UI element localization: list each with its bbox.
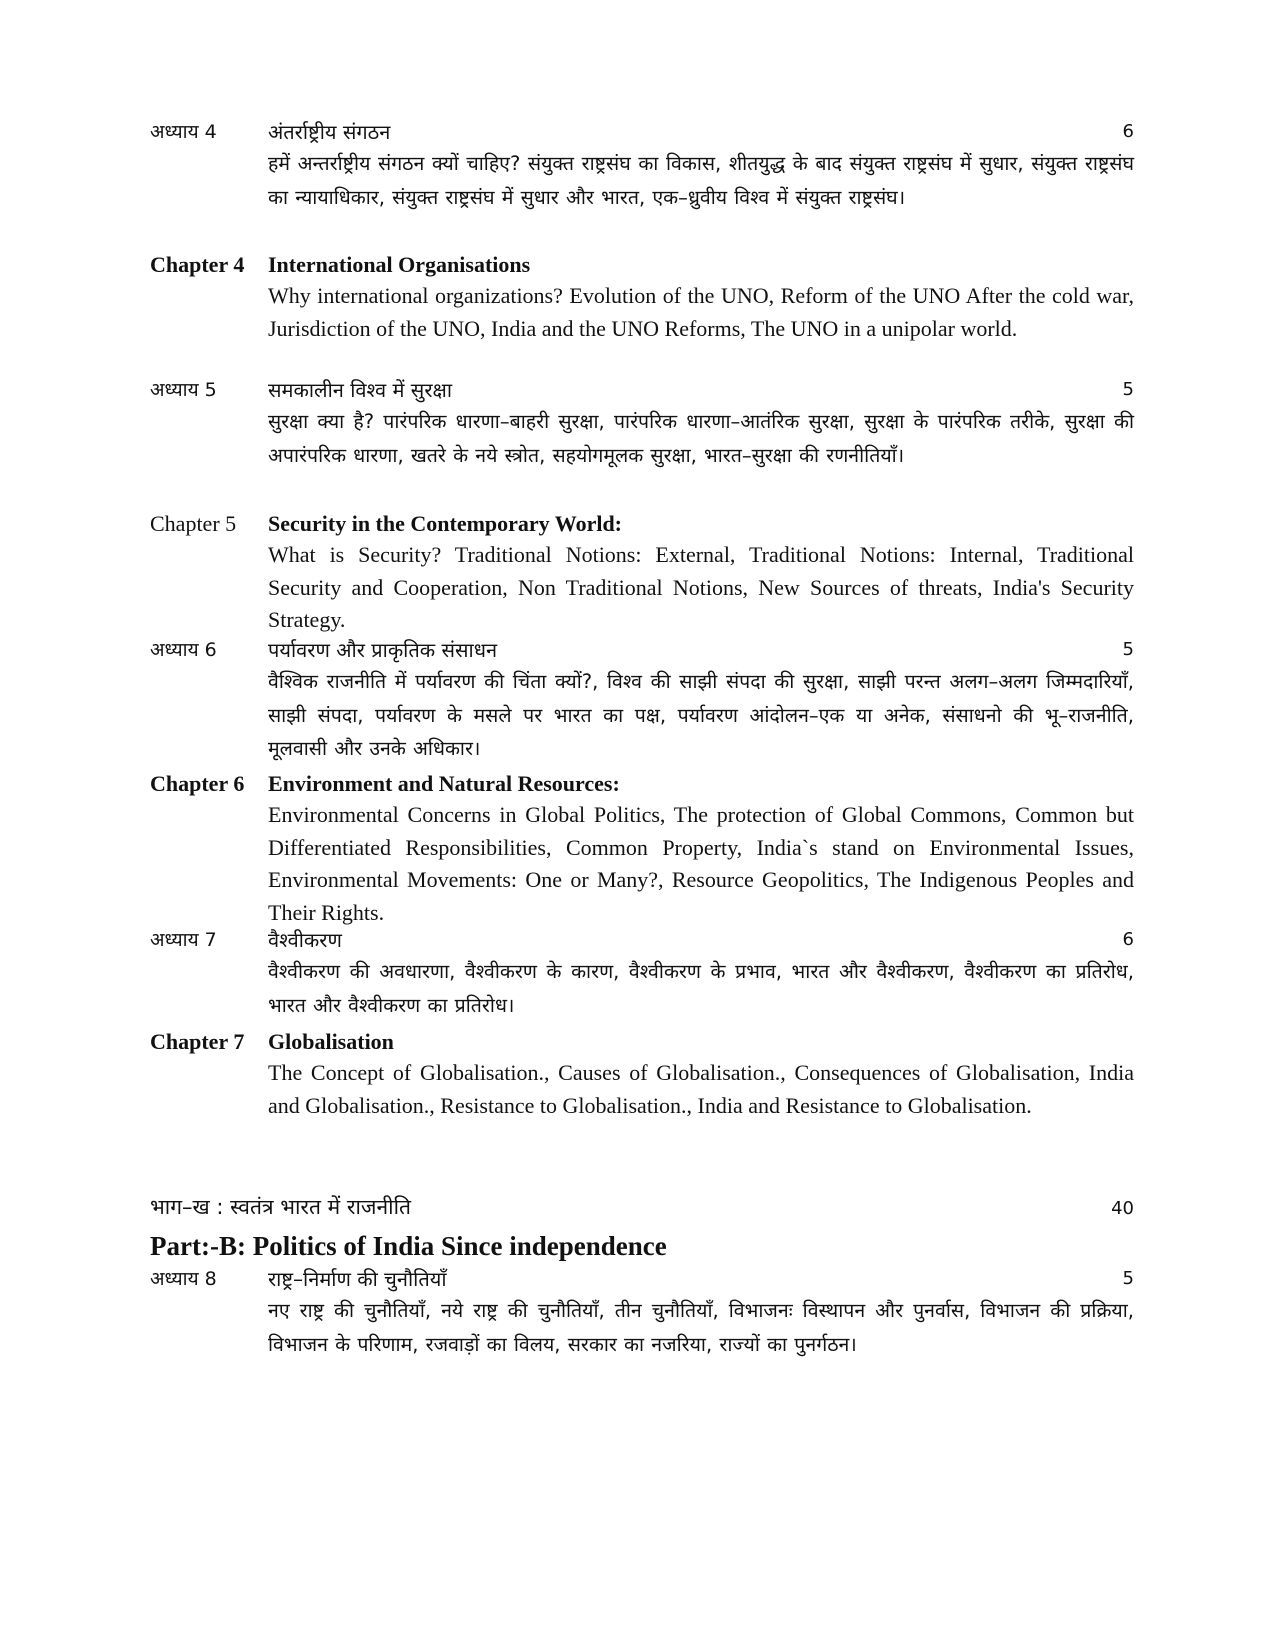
chapter-label: अध्याय 8 bbox=[150, 1268, 217, 1290]
chapter-7-hindi-body: वैश्वीकरण की अवधारणा, वैश्वीकरण के कारण, वैश्वीकरण के प्रभाव, भारत और वैश्वीकरण, वैश्वीकरण का प्रतिरोध, भारत और वैश्वीकरण का प्रतिरोध। bbox=[268, 960, 1134, 1017]
part-b-hindi-heading bbox=[150, 1192, 1134, 1222]
chapter-5-english-heading bbox=[150, 510, 1134, 538]
chapter-title: वैश्वीकरण bbox=[268, 928, 342, 952]
chapter-title: पर्यावरण और प्राकृतिक संसाधन bbox=[268, 638, 498, 662]
chapter-label: अध्याय 5 bbox=[150, 379, 217, 401]
chapter-7-english-body: The Concept of Globalisation., Causes of Globalisation., Consequences of Globalisation, India and Globalisation., Resistance to Globalisation., India and Resistance to Globalisation. bbox=[268, 1060, 1134, 1118]
chapter-title: समकालीन विश्व में सुरक्षा bbox=[268, 378, 453, 402]
chapter-6-english-body: Environmental Concerns in Global Politics, The protection of Global Commons, Common but Differentiated Responsibilities, Common Property, India`s stand on Environmental Issues, Environmental Movements: One or Many?, Resource Geopolitics, The Indigenous Peoples and Their Rights. bbox=[268, 802, 1134, 925]
part-marks: 40 bbox=[1111, 1198, 1134, 1219]
chapter-5-english-body: What is Security? Traditional Notions: External, Traditional Notions: Internal, Traditional Security and Cooperation, Non Traditional Notions, New Sources of threats, India's Security Strategy. bbox=[268, 542, 1134, 632]
chapter-title: अंतर्राष्ट्रीय संगठन bbox=[268, 120, 391, 144]
part-b-english-heading: Part:-B: Politics of India Since independence bbox=[150, 1231, 667, 1261]
chapter-marks: 5 bbox=[1122, 379, 1134, 400]
chapter-label: Chapter 7 bbox=[150, 1029, 245, 1054]
chapter-4-hindi-heading bbox=[150, 118, 1134, 146]
chapter-8-hindi-heading bbox=[150, 1265, 1134, 1293]
chapter-title: International Organisations bbox=[268, 252, 531, 277]
chapter-4-english-heading bbox=[150, 251, 1134, 279]
chapter-label: Chapter 4 bbox=[150, 252, 245, 277]
chapter-6-english-heading bbox=[150, 770, 1134, 798]
chapter-label: अध्याय 4 bbox=[150, 121, 217, 143]
chapter-4-english-body: Why international organizations? Evolution of the UNO, Reform of the UNO After the cold war, Jurisdiction of the UNO, India and the UNO Reforms, The UNO in a unipolar world. bbox=[268, 283, 1134, 341]
chapter-title: Environment and Natural Resources: bbox=[268, 771, 620, 796]
chapter-5-hindi-body: सुरक्षा क्या है? पारंपरिक धारणा–बाहरी सुरक्षा, पारंपरिक धारणा–आतंरिक सुरक्षा, सुरक्षा के पारंपरिक तरीके, सुरक्षा की अपारंपरिक धारणा, खतरे के नये स्त्रोत, सहयोगमूलक सुरक्षा, भारत–सुरक्षा की रणनीतियाँ। bbox=[268, 410, 1134, 467]
chapter-label: अध्याय 7 bbox=[150, 929, 217, 951]
chapter-marks: 6 bbox=[1122, 929, 1134, 950]
chapter-label: Chapter 5 bbox=[150, 511, 237, 536]
chapter-7-english-heading bbox=[150, 1028, 1134, 1056]
chapter-title: Security in the Contemporary World: bbox=[268, 511, 623, 536]
part-title: भाग–ख : स्वतंत्र भारत में राजनीति bbox=[150, 1195, 411, 1219]
chapter-4-hindi-body: हमें अन्तर्राष्ट्रीय संगठन क्यों चाहिए? संयुक्त राष्ट्रसंघ का विकास, शीतयुद्ध के बाद संयुक्त राष्ट्रसंघ में सुधार, संयुक्त राष्ट्रसंघ का न्यायाधिकार, संयुक्त राष्ट्रसंघ में सुधार और भारत, एक–ध्रुवीय विश्व में संयुक्त राष्ट्रसंघ। bbox=[268, 152, 1134, 209]
chapter-5-hindi-heading bbox=[150, 376, 1134, 404]
chapter-title: Globalisation bbox=[268, 1029, 394, 1054]
chapter-8-hindi-body: नए राष्ट्र की चुनौतियाँ, नये राष्ट्र की चुनौतियाँ, तीन चुनौतियाँ, विभाजनः विस्थापन और पुनर्वास, विभाजन की प्रक्रिया, विभाजन के परिणाम, रजवाड़ों का विलय, सरकार का नजरिया, राज्यों का पुनर्गठन। bbox=[268, 1299, 1134, 1356]
chapter-6-hindi-body: वैश्विक राजनीति में पर्यावरण की चिंता क्यों?, विश्व की साझी संपदा की सुरक्षा, साझी परन्त अलग–अलग जिम्मदारियाँ, साझी संपदा, पर्यावरण के मसले पर भारत का पक्ष, पर्यावरण आंदोलन–एक या अनेक, संसाधनो की भू–राजनीति, मूलवासी और उनके अधिकार। bbox=[268, 670, 1134, 760]
chapter-7-hindi-heading bbox=[150, 926, 1134, 954]
chapter-marks: 5 bbox=[1122, 639, 1134, 660]
chapter-6-hindi-heading bbox=[150, 636, 1134, 664]
chapter-marks: 5 bbox=[1122, 1268, 1134, 1289]
chapter-label: अध्याय 6 bbox=[150, 639, 217, 661]
chapter-title: राष्ट्र–निर्माण की चुनौतियाँ bbox=[268, 1267, 447, 1291]
chapter-marks: 6 bbox=[1122, 121, 1134, 142]
chapter-label: Chapter 6 bbox=[150, 771, 245, 796]
